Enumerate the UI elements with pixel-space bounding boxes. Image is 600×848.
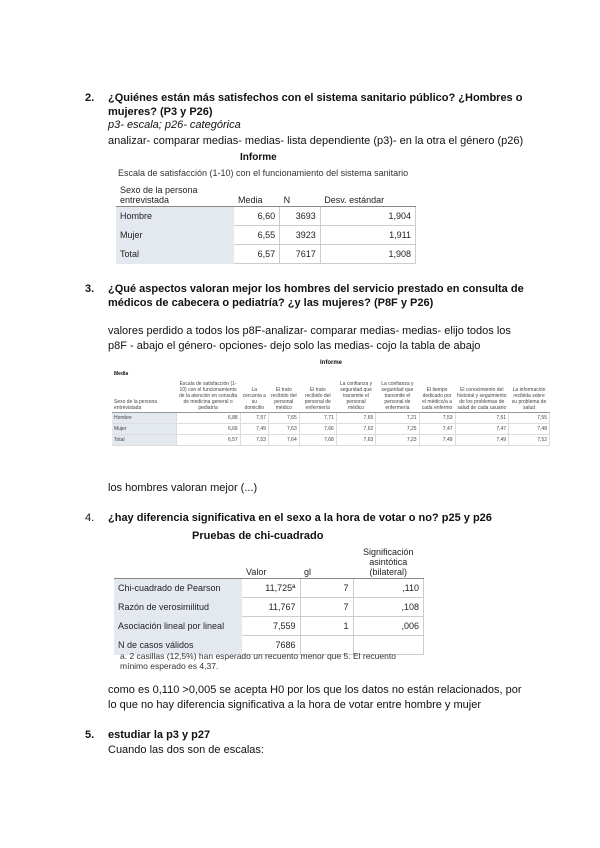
q3-cell: 7,53 — [240, 435, 268, 446]
q4-row-label: Razón de verosimilitud — [114, 598, 242, 617]
q3-cell: 7,66 — [299, 424, 336, 435]
q4-number: 4. — [85, 512, 95, 524]
q2-table — [116, 184, 416, 264]
q2-row-label: Mujer — [116, 226, 234, 245]
q3-th: La información recibida sobre su problema de salud — [509, 380, 550, 413]
q4-title-text: ¿hay diferencia significativa en el sexo a la hora de votar o no? p25 y p26 — [108, 512, 492, 524]
q3-conclusion: los hombres valoran mejor (...) — [108, 482, 258, 494]
q3-cell: 7,47 — [455, 424, 509, 435]
q2-cell: 3693 — [280, 207, 321, 226]
q2-cell: 1,908 — [320, 245, 415, 264]
q3-th: Sexo de la persona entrevistada — [112, 380, 176, 413]
q4-table-title: Pruebas de chi-cuadrado — [192, 530, 324, 542]
q4-row-label: Asociación lineal por lineal — [114, 617, 242, 636]
q3-row-label: Mujer — [112, 424, 176, 435]
q2-title — [85, 91, 528, 119]
q4-th-2: gl — [300, 546, 353, 579]
q2-method: analizar- comparar medias- medias- lista dependiente (p3)- en la otra el género (p26) — [108, 135, 524, 147]
q3-cell: 7,51 — [455, 413, 509, 424]
q4-cell: ,006 — [353, 617, 424, 636]
q3-cell: 6,57 — [176, 435, 240, 446]
q2-cell: 7617 — [280, 245, 321, 264]
q4-cell: 7686 — [242, 636, 300, 655]
q2-title-text: ¿Quiénes están más satisfechos con el sistema sanitario público? ¿Hombres o mujeres? (P3 y P26) — [108, 92, 523, 118]
q3-row-label: Total — [112, 435, 176, 446]
q2-th-3: Desv. estándar — [320, 184, 415, 207]
q4-cell: 7 — [300, 579, 353, 598]
q5-title-text: estudiar la p3 y p27 — [108, 729, 211, 741]
table-row — [112, 435, 550, 446]
table-row — [116, 226, 416, 245]
q3-cell: 6,88 — [176, 413, 240, 424]
q3-cell: 7,65 — [336, 413, 375, 424]
q3-table — [112, 380, 550, 446]
q2-cell: 1,911 — [320, 226, 415, 245]
q3-cell: 7,47 — [419, 424, 455, 435]
q3-th: La cercanía a su domicilio — [240, 380, 268, 413]
q4-cell: ,108 — [353, 598, 424, 617]
q3-cell: 7,52 — [509, 435, 550, 446]
q4-th-3: Significación asintótica (bilateral) — [353, 546, 424, 579]
q4-th-0 — [114, 546, 242, 579]
q3-title-text: ¿Qué aspectos valoran mejor los hombres del servicio prestado en consulta de médicos de cabecera o pediatría? ¿y las mujeres? (P8F y P26) — [108, 283, 524, 309]
q3-cell: 7,68 — [299, 435, 336, 446]
q3-cell: 6,66 — [176, 424, 240, 435]
q3-table-title: Informe — [320, 360, 343, 366]
table-row — [114, 617, 424, 636]
q3-th: La confianza y seguridad que transmite el personal médico — [336, 380, 375, 413]
q2-row-label: Hombre — [116, 207, 234, 226]
q3-table-caption: Media — [114, 371, 129, 377]
q4-cell: 7 — [300, 598, 353, 617]
q5-number: 5. — [85, 729, 95, 741]
q5-title — [85, 728, 528, 742]
table-row — [112, 413, 550, 424]
q2-th-2: N — [280, 184, 321, 207]
q3-row-label: Hombre — [112, 413, 176, 424]
q3-cell: 7,64 — [268, 435, 299, 446]
q2-cell: 3923 — [280, 226, 321, 245]
q4-cell: ,110 — [353, 579, 424, 598]
q4-th-1: Valor — [242, 546, 300, 579]
q3-cell: 7,65 — [268, 413, 299, 424]
q3-th: El trato recibido del personal de enfermería — [299, 380, 336, 413]
q5-text: Cuando las dos son de escalas: — [108, 744, 264, 756]
q3-number: 3. — [85, 283, 95, 295]
q2-cell: 1,904 — [320, 207, 415, 226]
q3-cell: 7,48 — [509, 424, 550, 435]
q4-table — [114, 546, 424, 655]
table-row — [112, 424, 550, 435]
q3-th: El trato recibido del personal médico — [268, 380, 299, 413]
table-row — [114, 579, 424, 598]
q2-table-title: Informe — [240, 152, 277, 163]
q3-cell: 7,62 — [336, 424, 375, 435]
q3-title — [85, 282, 528, 310]
q3-cell: 7,25 — [376, 424, 419, 435]
q4-cell: 1 — [300, 617, 353, 636]
q4-title — [85, 511, 528, 525]
q3-method: valores perdido a todos los p8F-analizar- comparar medias- medias- elijo todos los p8F - abajo el género- opciones- dejo solo las medias- cojo la tabla de abajo — [108, 325, 511, 352]
table-row — [116, 245, 416, 264]
q4-conclusion: como es 0,110 >0,005 se acepta H0 por los que los datos no están relacionados, por lo que no hay diferencia significativa a la hora de votar entre hombre y mujer — [108, 684, 522, 711]
q3-cell: 7,49 — [419, 435, 455, 446]
q3-cell: 7,49 — [455, 435, 509, 446]
q3-cell: 7,49 — [240, 424, 268, 435]
q2-number: 2. — [85, 92, 95, 104]
q3-cell: 7,53 — [419, 413, 455, 424]
q3-cell: 7,23 — [376, 435, 419, 446]
table-row — [116, 207, 416, 226]
q3-cell: 7,63 — [268, 424, 299, 435]
q3-cell: 7,55 — [509, 413, 550, 424]
q3-cell: 7,63 — [336, 435, 375, 446]
q2-vars: p3- escala; p26- categórica — [108, 119, 241, 131]
q4-cell: 11,725ª — [242, 579, 300, 598]
q4-row-label: N de casos válidos — [114, 636, 242, 655]
q2-th-1: Media — [234, 184, 280, 207]
q2-cell: 6,57 — [234, 245, 280, 264]
q2-row-label: Total — [116, 245, 234, 264]
q3-th: Escala de satisfacción (1-10) con el funcionamiento de la atención en consulta de medicina general o pediatría — [176, 380, 240, 413]
q2-cell: 6,55 — [234, 226, 280, 245]
q2-cell: 6,60 — [234, 207, 280, 226]
q2-table-caption: Escala de satisfacción (1-10) con el funcionamiento del sistema sanitario — [118, 168, 409, 178]
table-row — [114, 598, 424, 617]
q3-th: El conocimiento del historial y seguimiento de los problemas de salud de cada usuario — [455, 380, 509, 413]
q4-cell: 7,559 — [242, 617, 300, 636]
q4-cell: 11,767 — [242, 598, 300, 617]
q4-footnote: a. 2 casillas (12,5%) han esperado un recuento menor que 5. El recuento mínimo esperado es 4,37. — [120, 651, 396, 671]
q3-cell: 7,71 — [299, 413, 336, 424]
q4-row-label: Chi-cuadrado de Pearson — [114, 579, 242, 598]
q3-cell: 7,57 — [240, 413, 268, 424]
q3-cell: 7,21 — [376, 413, 419, 424]
q2-th-0: Sexo de la persona entrevistada — [116, 184, 234, 207]
q3-th: El tiempo dedicado por el médico/a a cada enfermo — [419, 380, 455, 413]
q3-th: La confianza y seguridad que transmite el personal de enfermería — [376, 380, 419, 413]
